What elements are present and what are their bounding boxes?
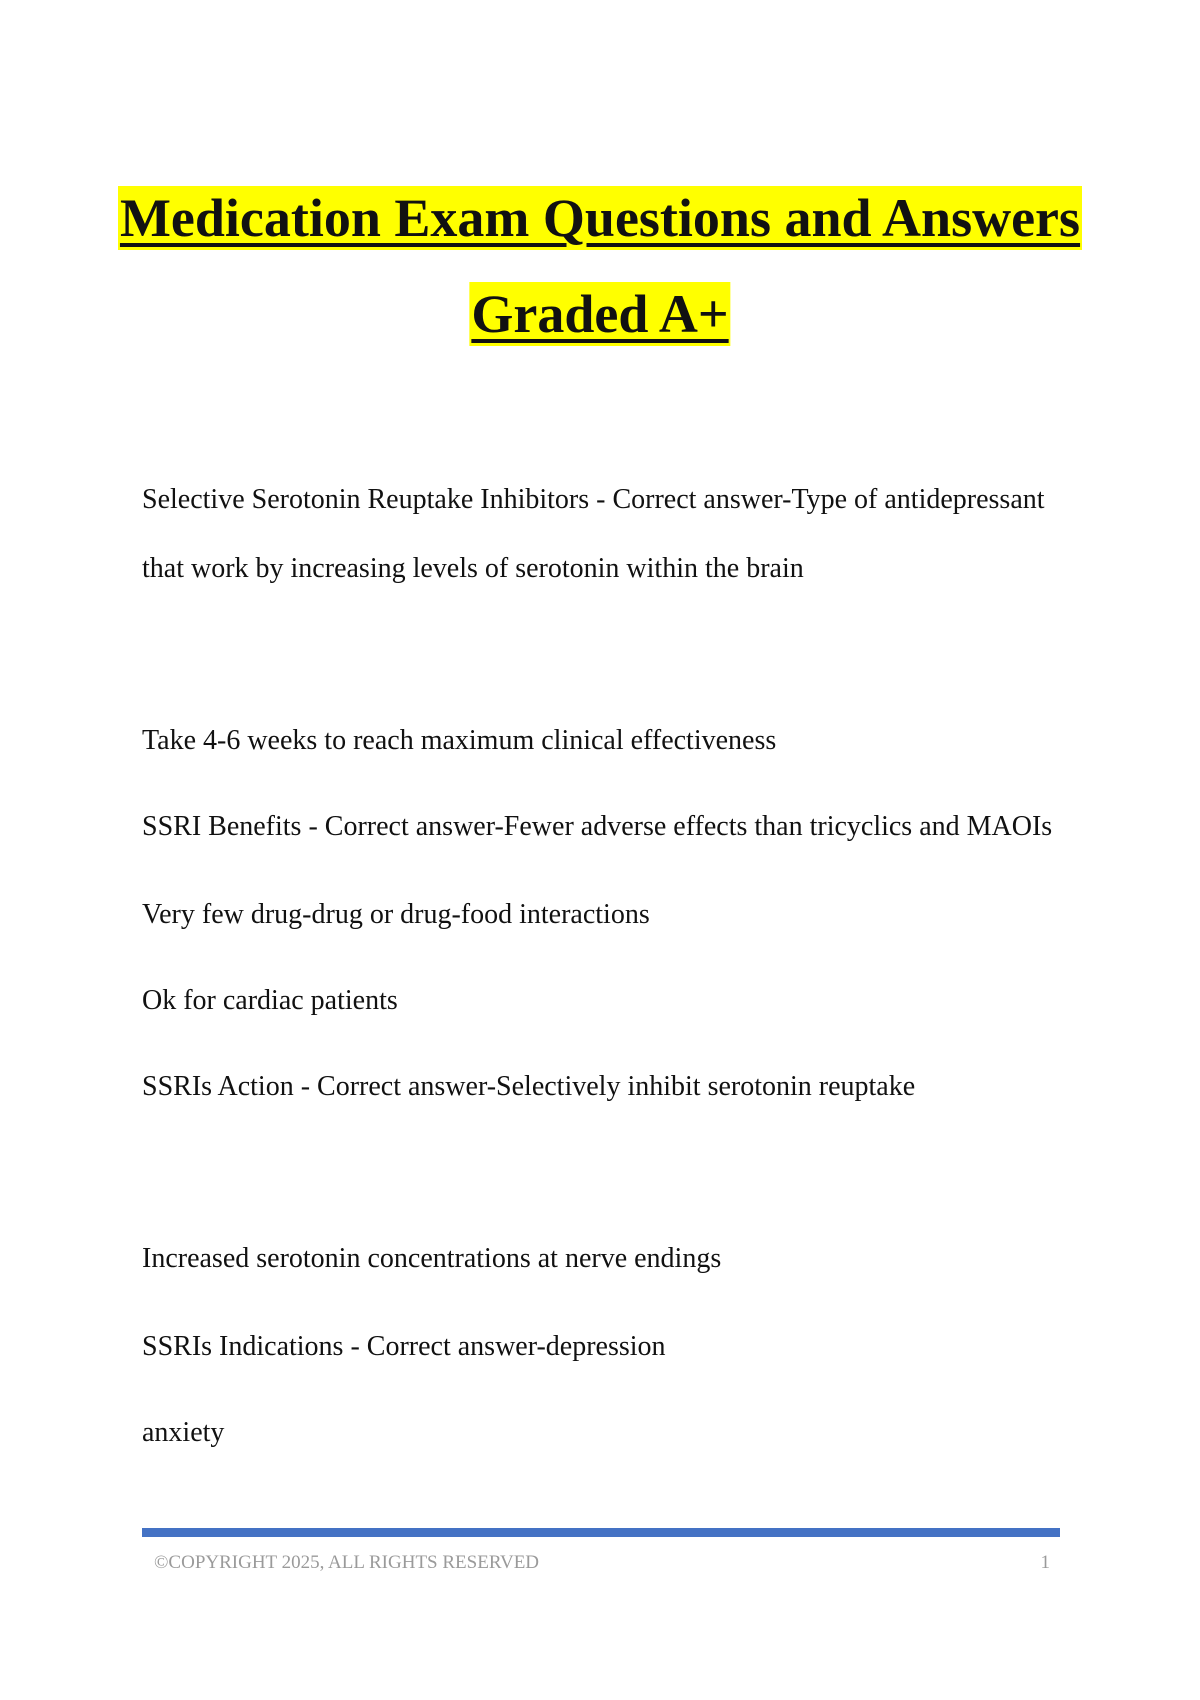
paragraph-anxiety: anxiety [142,1417,225,1448]
paragraph-onset: Take 4-6 weeks to reach maximum clinical effectiveness [142,725,777,756]
paragraph-ssri-definition: Selective Serotonin Reuptake Inhibitors - Correct answer-Type of antidepressant [142,484,1045,515]
title-line-1: Medication Exam Questions and Answers [119,188,1081,248]
paragraph-serotonin-concentration: Increased serotonin concentrations at nerve endings [142,1243,722,1274]
paragraph-cardiac: Ok for cardiac patients [142,985,398,1016]
document-title [0,186,1200,344]
paragraph-ssri-definition-cont: that work by increasing levels of serotonin within the brain [142,553,804,584]
title-line-2: Graded A+ [471,284,729,344]
footer-copyright: ©COPYRIGHT 2025, ALL RIGHTS RESERVED [154,1552,540,1573]
page-number: 1 [1040,1552,1050,1573]
paragraph-ssri-benefits: SSRI Benefits - Correct answer-Fewer adverse effects than tricyclics and MAOIs [142,811,1053,842]
paragraph-ssri-action: SSRIs Action - Correct answer-Selectively inhibit serotonin reuptake [142,1071,916,1102]
footer-divider [142,1528,1060,1537]
paragraph-interactions: Very few drug-drug or drug-food interactions [142,899,650,930]
paragraph-ssri-indications: SSRIs Indications - Correct answer-depression [142,1331,666,1362]
